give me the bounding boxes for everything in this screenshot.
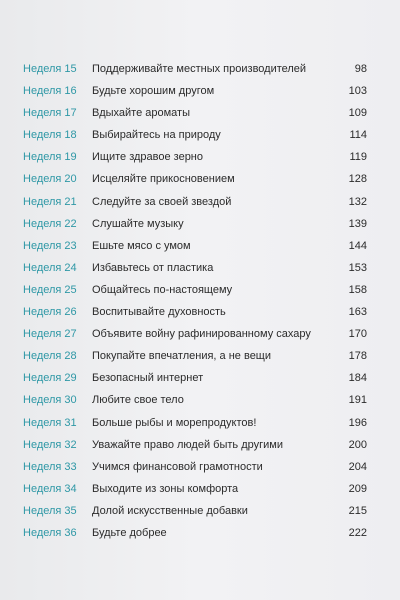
toc-title: Вдыхайте ароматы — [92, 107, 191, 120]
toc-title: Выходите из зоны комфорта — [92, 482, 239, 495]
toc-title: Слушайте музыку — [92, 217, 184, 230]
toc-title: Воспитывайте духовность — [92, 306, 226, 319]
toc-row — [0, 323, 400, 345]
toc-page-number: 196 — [348, 416, 367, 429]
toc-page-number: 191 — [348, 394, 367, 407]
toc-row — [0, 58, 400, 80]
toc-title: Покупайте впечатления, а не вещи — [92, 350, 272, 363]
toc-week: Неделя 35 — [23, 504, 77, 517]
toc-week: Неделя 36 — [23, 526, 77, 539]
toc-title: Уважайте право людей быть другими — [92, 438, 283, 451]
toc-row — [0, 345, 400, 367]
toc-row — [0, 301, 400, 323]
toc-row — [0, 367, 400, 389]
toc-title: Учимся финансовой грамотности — [92, 460, 263, 473]
toc-row — [0, 102, 400, 124]
toc-row — [0, 500, 400, 522]
toc-row — [0, 235, 400, 257]
toc-week: Неделя 30 — [23, 394, 77, 407]
toc-row — [0, 412, 400, 434]
toc-page-number: 204 — [348, 460, 367, 473]
toc-row — [0, 456, 400, 478]
toc-week: Неделя 16 — [23, 85, 77, 98]
toc-title: Общайтесь по-настоящему — [92, 283, 233, 296]
toc-page-number: 178 — [348, 350, 367, 363]
toc-title: Ешьте мясо с умом — [92, 239, 191, 252]
toc-page-number: 109 — [348, 107, 367, 120]
toc-page-number: 215 — [348, 504, 367, 517]
toc-page-number: 144 — [348, 239, 367, 252]
toc-page-number: 139 — [348, 217, 367, 230]
toc-title: Будьте хорошим другом — [92, 85, 215, 98]
toc-row — [0, 257, 400, 279]
toc-page-number: 200 — [348, 438, 367, 451]
toc-row — [0, 522, 400, 544]
toc-page-number: 132 — [348, 195, 367, 208]
toc-page-number: 114 — [349, 129, 367, 142]
toc-title: Следуйте за своей звездой — [92, 195, 232, 208]
toc-page-number: 163 — [348, 306, 367, 319]
toc-title: Объявите войну рафинированному сахару — [92, 328, 311, 341]
toc-page-number: 170 — [348, 328, 367, 341]
toc-title: Долой искусственные добавки — [92, 504, 248, 517]
toc-week: Неделя 18 — [23, 129, 77, 142]
toc-title: Безопасный интернет — [92, 372, 204, 385]
toc-title: Избавьтесь от пластика — [92, 261, 214, 274]
toc-title: Больше рыбы и морепродуктов! — [92, 416, 257, 429]
toc-page-number: 222 — [348, 526, 367, 539]
toc-row — [0, 434, 400, 456]
toc-page-number: 158 — [348, 283, 367, 296]
toc-week: Неделя 17 — [23, 107, 77, 120]
toc-row — [0, 389, 400, 411]
toc-week: Неделя 32 — [23, 438, 77, 451]
toc-page-number: 184 — [348, 372, 367, 385]
toc-title: Выбирайтесь на природу — [92, 129, 221, 142]
toc-title: Любите свое тело — [92, 394, 184, 407]
toc-week: Неделя 31 — [23, 416, 77, 429]
toc-week: Неделя 29 — [23, 372, 77, 385]
toc-row — [0, 80, 400, 102]
toc-row — [0, 279, 400, 301]
toc-week: Неделя 20 — [23, 173, 77, 186]
toc-page-number: 153 — [348, 261, 367, 274]
toc-week: Неделя 23 — [23, 239, 77, 252]
toc-page-number: 98 — [354, 63, 367, 75]
toc-week: Неделя 22 — [23, 217, 77, 230]
toc-page-number: 128 — [348, 173, 367, 186]
toc-row — [0, 168, 400, 190]
toc-week: Неделя 24 — [23, 261, 77, 274]
toc-week: Неделя 26 — [23, 306, 77, 319]
toc-row — [0, 191, 400, 213]
toc-week: Неделя 19 — [23, 151, 77, 164]
toc-week: Неделя 27 — [23, 328, 77, 341]
toc-page-number: 119 — [349, 151, 367, 164]
toc-row — [0, 124, 400, 146]
toc-page-number: 209 — [348, 482, 367, 495]
toc-week: Неделя 25 — [23, 283, 77, 296]
toc-title: Исцеляйте прикосновением — [92, 173, 235, 186]
toc-page-number: 103 — [348, 85, 367, 98]
toc-week: Неделя 15 — [23, 63, 77, 75]
toc-title: Поддерживайте местных производителей — [92, 63, 307, 75]
toc-week: Неделя 33 — [23, 460, 77, 473]
toc-row — [0, 478, 400, 500]
toc-week: Неделя 28 — [23, 350, 77, 363]
toc-title: Ищите здравое зерно — [92, 151, 204, 164]
table-of-contents — [0, 58, 400, 544]
toc-row — [0, 213, 400, 235]
toc-week: Неделя 34 — [23, 482, 77, 495]
toc-title: Будьте добрее — [92, 526, 167, 539]
toc-row — [0, 146, 400, 168]
toc-week: Неделя 21 — [23, 195, 77, 208]
